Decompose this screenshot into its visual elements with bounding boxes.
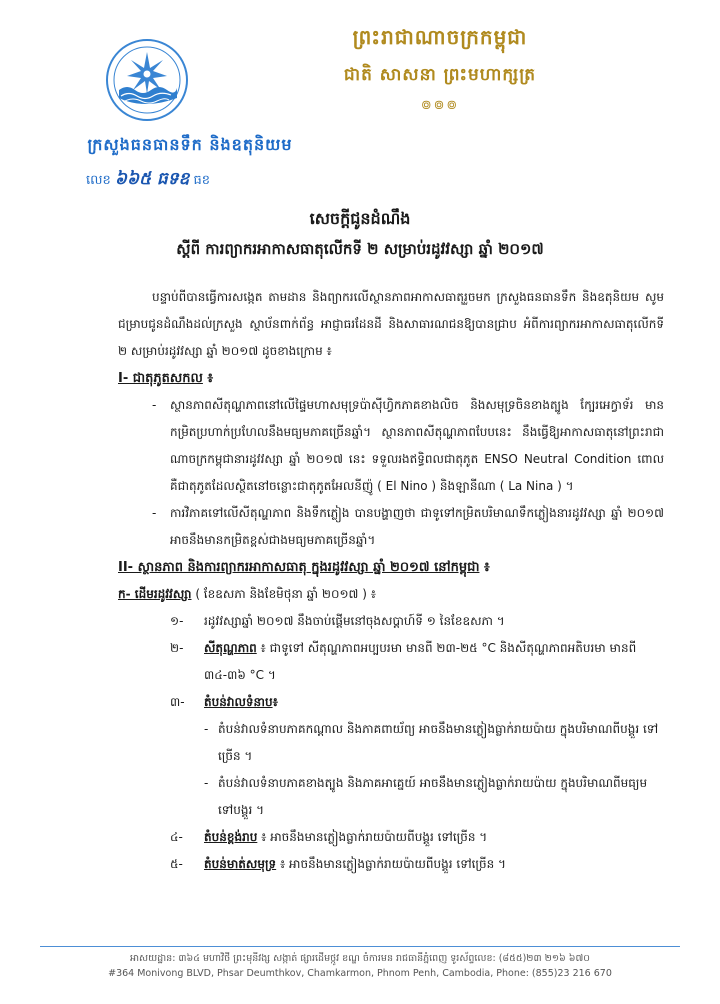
subsection-a-heading: ក- ដើមរដូវវស្សា ( ខែឧសភា និងខែមិថុនា ឆ្នាំ ២០១៧ ) ៖ <box>118 587 376 601</box>
motto-ornament: ៙៙៙ <box>420 98 460 113</box>
reference-number <box>86 168 210 193</box>
ref-number-handwritten: ៦៦៥ ធទឧ <box>114 169 190 189</box>
document-body <box>118 284 664 878</box>
item-2-temperature: ២- សីតុណ្ហភាព ៖ ជាទូទៅ សីតុណ្ហភាពអប្បបរមា មានពី ២៣-២៥ °C និងសីតុណ្ហភាពអតិបរមា មានពី ៣៤-៣៦ °C ។ <box>170 641 637 682</box>
item-5-coastal: ៥- តំបន់មាត់សមុទ្រ ៖ អាចនឹងមានភ្លៀងធ្លាក់រាយប៉ាយពីបង្គួរ ទៅច្រើន ។ <box>170 857 506 871</box>
title-line-2: ស្ដីពី ការព្យាករអាកាសធាតុលើកទី ២ សម្រាប់រដូវវស្សា ឆ្នាំ ២០១៧ <box>176 240 544 258</box>
footer-address <box>40 951 680 981</box>
item-4-plateau: ៤- តំបន់ខ្ពង់រាប ៖ អាចនឹងមានភ្លៀងធ្លាក់រាយប៉ាយពីបង្គួរ ទៅច្រើន ។ <box>170 830 488 844</box>
document-title <box>60 208 660 262</box>
kingdom-motto <box>260 24 620 116</box>
kingdom-name: ព្រះរាជាណាចក្រកម្ពុជា <box>352 25 528 49</box>
section-1-bullet-1: - ស្ថានភាពសីតុណ្ហភាពនៅលើផ្ទៃមហាសមុទ្រប៉ាស៊ីហ្វិកភាគខាងលិច និងសមុទ្រចិនខាងត្បូង ក្បែរអេក្វាទ័រ មានកម្រិតប្រហាក់ប្រហែលនឹងមធ្យមភាគច្រើនឆ្នាំ។ ស្ថានភាពសីតុណ្ហភាពបែបនេះ នឹងធ្វើឱ្យអាកាសធាតុនៅព្រះរាជាណាចក្រកម្ពុជានារដូវវស្សា ឆ្នាំ ២០១៧ នេះ ទទួលរងឥទ្ធិពលជាតុភូត ENSO Neutral Condition ពោលគឺជាតុភូតដែលស្ថិតនៅចន្លោះជាតុភូតអែលនីញ៉ូ ( El Nino ) និងឡានីណា ( La Nina ) ។ <box>152 398 664 493</box>
ministry-name: ក្រសួងធនធានទឹក និងឧតុនិយម <box>87 135 293 154</box>
footer-address-khmer: អាសយដ្ឋាន: ៣៦៤ មហាវិថី ព្រះមុនីវង្ស សង្កាត់ ផ្សារដើមថ្កូវ ខណ្ឌ ចំការមន រាជធានីភ្នំពេញ ទូរស័ព្ទលេខ: (៨៥៥)២៣ ២១៦ ៦៧០ <box>129 953 591 964</box>
item-3-bullet-2: - តំបន់វាលទំនាបភាគខាងត្បូង និងភាគអាគ្នេយ៍ អាចនឹងមានភ្លៀងធ្លាក់រាយប៉ាយ ក្នុងបរិមាណពីមធ្យម ទៅបង្គួរ ។ <box>204 776 648 817</box>
footer-divider <box>40 946 680 947</box>
section-1-heading: I- ជាតុភូតសកល ៖ <box>118 371 214 386</box>
item-3-bullet-1: - តំបន់វាលទំនាបភាគកណ្ដាល និងភាគពាយ័ព្យ អាចនឹងមានភ្លៀងធ្លាក់រាយប៉ាយ ក្នុងបរិមាណពីបង្គួរ ទៅច្រើន ។ <box>204 722 659 763</box>
item-1: ១- រដូវវស្សាឆ្នាំ ២០១៧ នឹងចាប់ផ្ដើមនៅចុងសប្ដាហ៍ទី ១ នៃខែឧសភា ។ <box>170 614 505 628</box>
section-1-bullet-2: - ការវិភាគទៅលើសីតុណ្ហភាព និងទឹកភ្លៀង បានបង្ហាញថា ជាទូទៅកម្រិតបរិមាណទឹកភ្លៀងនារដូវវស្សា ឆ្នាំ ២០១៧ អាចនឹងមានកម្រិតខ្ពស់ជាងមធ្យមភាគច្រើនឆ្នាំ។ <box>152 506 664 547</box>
item-3-lowlands: ៣- តំបន់វាលទំនាប៖ <box>170 695 278 709</box>
intro-paragraph: បន្ទាប់ពីបានធ្វើការសង្កេត តាមដាន និងព្យាករលើស្ថានភាពអាកាសធាតុរួចមក ក្រសួងធនធានទឹក និងឧតុនិយម សូមជម្រាបជូនដំណឹងដល់ក្រសួង ស្ថាប័នពាក់ព័ន្ធ អាជ្ញាធរដែនដី និងសាធារណជនឱ្យបានជ្រាប អំពីការព្យាករអាកាសធាតុលើកទី ២ សម្រាប់រដូវវស្សា ឆ្នាំ ២០១៧ ដូចខាងក្រោម ៖ <box>118 290 664 358</box>
ref-label: លេខ <box>86 173 111 188</box>
ministry-logo-seal <box>105 38 189 122</box>
footer-address-english: #364 Monivong BLVD, Phsar Deumthkov, Chamkarmon, Phnom Penh, Cambodia, Phone: (855)23 216 670 <box>108 968 612 979</box>
national-motto: ជាតិ សាសនា ព្រះមហាក្សត្រ <box>343 65 537 85</box>
section-2-heading: II- ស្ថានភាព និងការព្យាករអាកាសធាតុ ក្នុងរដូវវស្សា ឆ្នាំ ២០១៧ នៅកម្ពុជា ៖ <box>118 560 490 575</box>
title-line-1: សេចក្ដីជូនដំណឹង <box>309 209 411 228</box>
ref-suffix: ធខ <box>193 173 210 188</box>
